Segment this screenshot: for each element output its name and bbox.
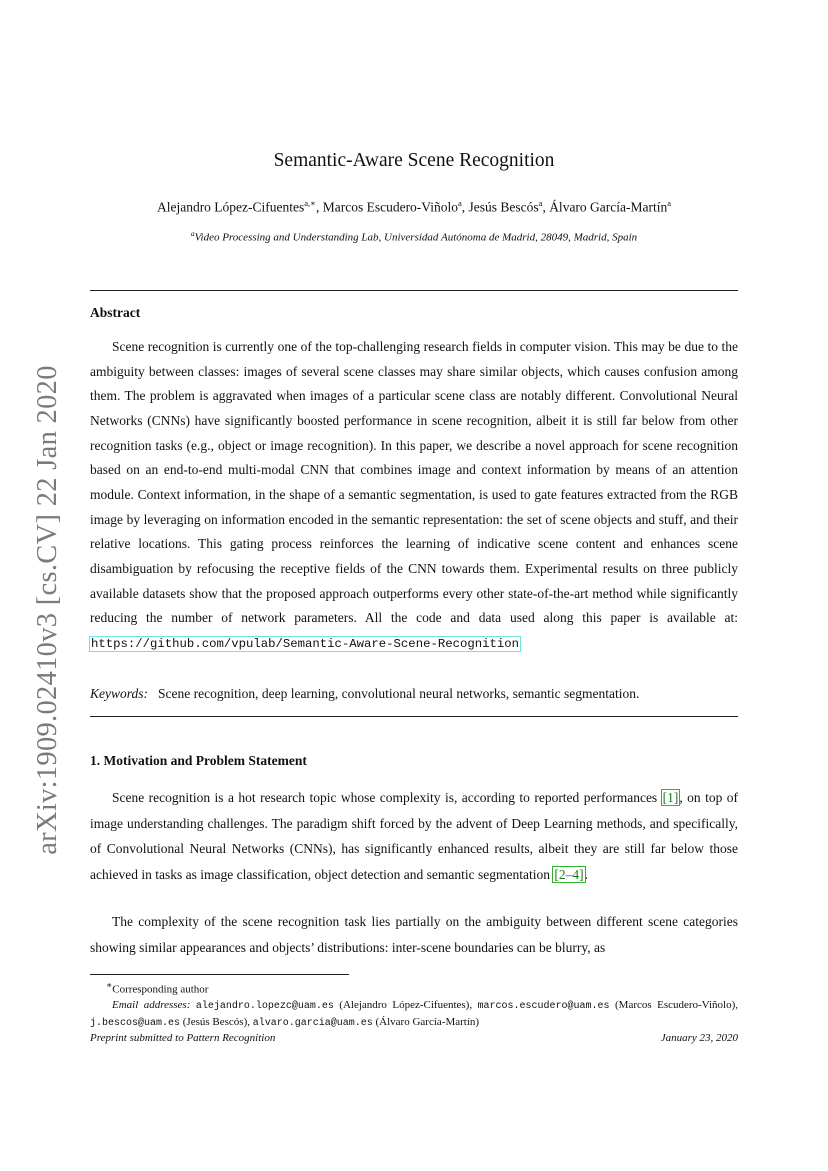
footer-date: January 23, 2020 — [660, 1032, 738, 1044]
footnote-emails — [90, 998, 738, 1032]
citation-link[interactable]: [1] — [662, 790, 679, 805]
author-affiliation-mark: a,∗ — [304, 198, 316, 208]
email-owner: (Marcos Escudero-Viñolo), — [609, 999, 738, 1012]
author-separator: , — [542, 199, 550, 215]
affiliation-mark: a — [190, 229, 195, 238]
abstract-bottom-rule — [90, 716, 738, 717]
author-list — [0, 198, 828, 216]
email-link[interactable]: alejandro.lopezc@uam.es — [195, 1001, 334, 1013]
email-link[interactable]: j.bescos@uam.es — [90, 1018, 181, 1030]
author-affiliation-mark: a — [458, 198, 462, 208]
paragraph-text: , on top of image understanding challenges. The paradigm shift forced by the advent of Deep Learning methods, and specifically, of Convolutional Neural Networks (CNNs), has significantly enhanced results, albeit they are still far below those achieved in tasks as image classification, object detection and semantic segmentation — [90, 790, 738, 883]
author-separator: , — [315, 199, 323, 215]
abstract-text: Scene recognition is currently one of the top-challenging research fields in computer vision. This may be due to the ambiguity between classes: images of several scene classes may share similar objects, which causes confusion among them. The problem is aggravated when images of a particular scene class are notably different. Convolutional Neural Networks (CNNs) have significantly boosted performance in scene recognition, albeit it is still far below from other recognition tasks (e.g., object or image recognition). In this paper, we describe a novel approach for scene recognition based on an end-to-end multi-modal CNN that combines image and context information by means of an attention module. Context information, in the shape of a semantic segmentation, is used to gate features extracted from the RGB image by leveraging on information encoded in the semantic representation: the set of scene objects and stuff, and their relative locations. This gating process reinforces the learning of indicative scene content and enhances scene disambiguation by refocusing the receptive fields of the CNN towards them. Experimental results on three publicly available datasets show that the proposed approach outperforms every other state-of-the-art method while significantly reducing the number of network parameters. All the code and data used along this paper is available at: — [90, 339, 738, 626]
paragraph-text: Scene recognition is a hot research topic whose complexity is, according to reported performances — [112, 790, 662, 805]
body-paragraph: The complexity of the scene recognition task lies partially on the ambiguity between different scene categories showing similar appearances and objects’ distributions: inter-scene boundaries can be blurry, as — [90, 914, 738, 955]
email-link[interactable]: marcos.escudero@uam.es — [477, 1001, 610, 1013]
author-affiliation-mark: a — [667, 198, 672, 208]
abstract-top-rule — [90, 290, 738, 291]
email-owner: (Jesús Bescós), — [180, 1016, 253, 1029]
footnote-corresponding — [90, 978, 738, 998]
footnote-mark: ∗ — [106, 980, 113, 990]
citation-link[interactable]: [2–4] — [554, 867, 584, 883]
author-name: Jesús Bescós — [468, 199, 539, 215]
email-link[interactable]: alvaro.garcia@uam.es — [252, 1018, 373, 1030]
affiliation — [0, 229, 828, 244]
paper-title: Semantic-Aware Scene Recognition — [273, 150, 555, 171]
author-separator: , — [461, 199, 469, 215]
footer-preprint-note: Preprint submitted to Pattern Recognition — [90, 1032, 276, 1044]
arxiv-identifier-stamp: arXiv:1909.02410v3 [cs.CV] 22 Jan 2020 — [32, 365, 63, 855]
email-owner: (Alejandro López-Cifuentes), — [333, 999, 478, 1012]
abstract-body — [90, 335, 738, 657]
author-name: Alejandro López-Cifuentes — [156, 199, 305, 215]
keywords-label: Keywords: — [90, 686, 148, 701]
abstract-heading: Abstract — [90, 305, 141, 320]
affiliation-text: Video Processing and Understanding Lab, Universidad Autónoma de Madrid, 28049, Madrid, Spain — [194, 231, 638, 244]
footnote — [90, 978, 738, 1032]
paragraph-text: . — [584, 867, 588, 883]
author-name: Marcos Escudero-Viñolo — [322, 199, 458, 215]
section-heading: 1. Motivation and Problem Statement — [90, 753, 307, 768]
keywords-text: Scene recognition, deep learning, convolutional neural networks, semantic segmentation. — [158, 686, 640, 701]
footnote-rule — [90, 974, 349, 975]
footnote-text: Corresponding author — [112, 983, 209, 996]
email-label: Email addresses: — [112, 999, 191, 1012]
author-affiliation-mark: a — [538, 198, 543, 208]
code-repository-link[interactable]: https://github.com/vpulab/Semantic-Aware-Scene-Recognition — [91, 636, 520, 651]
email-owner: (Álvaro García-Martín) — [372, 1016, 480, 1029]
body-paragraph — [90, 785, 738, 888]
author-name: Álvaro García-Martín — [549, 199, 668, 215]
keywords-line — [90, 686, 738, 702]
